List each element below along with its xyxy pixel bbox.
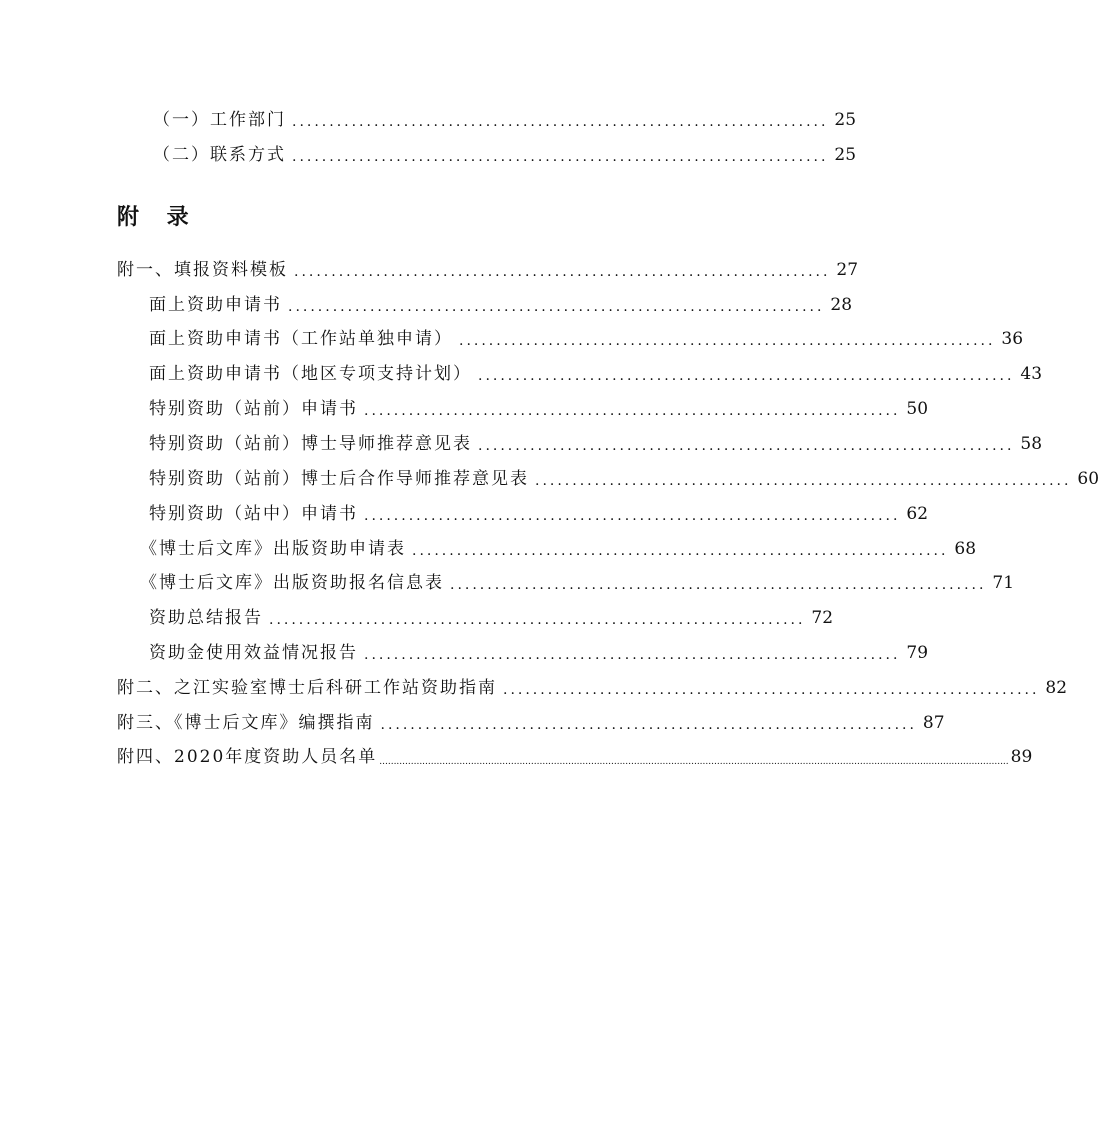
toc-leader-dots: ........................................................................	[412, 543, 949, 559]
toc-entry-page: 72	[811, 608, 834, 628]
toc-entry-label: 特别资助（站中）申请书	[149, 504, 358, 524]
toc-entry-page: 25	[834, 110, 857, 130]
toc-entry-page: 27	[836, 260, 859, 280]
toc-entry-label: 《博士后文库》出版资助报名信息表	[140, 573, 444, 593]
toc-entry-page: 62	[906, 504, 929, 524]
toc-leader-dots: ............................................................................................................................................................................................................................	[379, 757, 1009, 767]
toc-entry[interactable]	[149, 424, 1043, 454]
toc-entry[interactable]	[149, 285, 853, 315]
toc-entry-label: 面上资助申请书	[149, 295, 282, 315]
toc-entry-page: 28	[830, 295, 853, 315]
toc-entry-label: 资助总结报告	[149, 608, 263, 628]
toc-entry-label: 面上资助申请书（地区专项支持计划）	[149, 364, 472, 384]
toc-entry[interactable]	[149, 389, 929, 419]
toc-entry-label: 附四、2020年度资助人员名单	[117, 747, 378, 767]
toc-leader-dots: ........................................................................	[364, 647, 901, 663]
toc-entry-page: 89	[1010, 747, 1033, 767]
toc-entry[interactable]	[153, 100, 857, 130]
toc-entry-page: 71	[992, 573, 1015, 593]
toc-entry[interactable]	[149, 459, 1099, 489]
toc-leader-dots: ........................................................................	[478, 368, 1015, 384]
toc-entry-page: 87	[922, 713, 945, 733]
toc-leader-dots: ........................................................................	[288, 299, 825, 315]
toc-entry-label: 特别资助（站前）申请书	[149, 399, 358, 419]
toc-leader-dots: ........................................................................	[269, 612, 806, 628]
toc-leader-dots: ........................................................................	[364, 508, 901, 524]
toc-entry-label: 特别资助（站前）博士后合作导师推荐意见表	[149, 469, 529, 489]
toc-entry[interactable]	[117, 703, 945, 733]
toc-entry-page: 68	[954, 539, 977, 559]
toc-entry[interactable]	[140, 563, 1015, 593]
toc-leader-dots: ........................................................................	[380, 717, 917, 733]
toc-entry-page: 25	[834, 145, 857, 165]
toc-entry[interactable]	[117, 737, 1033, 767]
toc-entry-page: 79	[906, 643, 929, 663]
toc-entry[interactable]	[149, 354, 1043, 384]
toc-entry[interactable]	[149, 633, 929, 663]
toc-leader-dots: ........................................................................	[459, 333, 996, 349]
toc-entry-label: 附三、《博士后文库》编撰指南	[117, 713, 375, 733]
toc-leader-dots: ........................................................................	[503, 682, 1040, 698]
toc-entry[interactable]	[153, 135, 857, 165]
toc-entry-label: 《博士后文库》出版资助申请表	[140, 539, 406, 559]
toc-entry-page: 60	[1077, 469, 1099, 489]
toc-leader-dots: ........................................................................	[535, 473, 1072, 489]
toc-entry-label: 附一、填报资料模板	[117, 260, 288, 280]
toc-entry-page: 50	[906, 399, 929, 419]
toc-entry-label: 特别资助（站前）博士导师推荐意见表	[149, 434, 472, 454]
toc-entry-label: 资助金使用效益情况报告	[149, 643, 358, 663]
toc-leader-dots: ........................................................................	[364, 403, 901, 419]
toc-entry[interactable]	[140, 529, 977, 559]
toc-entry-page: 36	[1001, 329, 1024, 349]
toc-leader-dots: ........................................................................	[294, 264, 831, 280]
toc-entry-page: 58	[1020, 434, 1043, 454]
toc-entry[interactable]	[117, 250, 859, 280]
toc-entry-page: 43	[1020, 364, 1043, 384]
toc-entry-page: 82	[1045, 678, 1068, 698]
toc-entry[interactable]	[117, 668, 1068, 698]
toc-entry[interactable]	[149, 598, 834, 628]
toc-entry-label: （一）工作部门	[153, 110, 286, 130]
appendix-heading: 附 录	[117, 205, 199, 230]
toc-leader-dots: ........................................................................	[292, 114, 829, 130]
toc-leader-dots: ........................................................................	[292, 149, 829, 165]
toc-entry[interactable]	[149, 319, 1024, 349]
toc-leader-dots: ........................................................................	[450, 577, 987, 593]
toc-entry-label: 附二、之江实验室博士后科研工作站资助指南	[117, 678, 497, 698]
toc-entry-label: （二）联系方式	[153, 145, 286, 165]
toc-leader-dots: ........................................................................	[478, 438, 1015, 454]
toc-entry-label: 面上资助申请书（工作站单独申请）	[149, 329, 453, 349]
toc-entry[interactable]	[149, 494, 929, 524]
